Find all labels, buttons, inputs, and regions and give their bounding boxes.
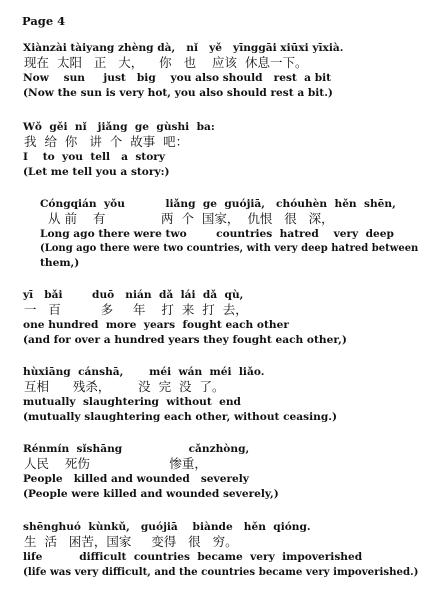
gloss-line: one hundred more years fought each other — [23, 319, 289, 331]
gloss-line: Long ago there were two countries hatred very deep — [40, 228, 394, 240]
hanzi-line: 互相 残杀， 没 完 没 了。 — [24, 379, 225, 394]
hanzi-line: 现在 太阳 正 大， 你 也 应该 休息一下。 — [24, 55, 308, 70]
gloss-line: life difficult countries became very impoverished — [23, 551, 363, 563]
page-number: Page 4 — [22, 14, 66, 28]
translation-line: (and for over a hundred years they fought each other,) — [23, 334, 347, 346]
translation-line: (Now the sun is very hot, you also should rest a bit.) — [23, 87, 333, 99]
translation-line-continued: them,) — [40, 257, 80, 269]
translation-line: (life was very difficult, and the countries became very impoverished.) — [23, 566, 419, 578]
hanzi-line: 一 百 多 年 打 来 打 去， — [24, 302, 248, 317]
pinyin-line: Cóngqián yǒu liǎng ge guójiā, chóuhèn hěn shēn, — [40, 198, 396, 210]
translation-line: (People were killed and wounded severely,) — [23, 488, 279, 500]
hanzi-line: 我 给 你 讲 个 故事 吧： — [24, 134, 189, 149]
pinyin-line: Xiànzài tàiyang zhèng dà, nǐ yě yīnggāi xiūxi yīxià. — [23, 42, 344, 54]
hanzi-line: 生 活 困苦，国家 变得 很 穷。 — [24, 534, 238, 549]
pinyin-line: yī bǎi duō nián dǎ lái dǎ qù, — [23, 289, 244, 301]
translation-line: (Let me tell you a story:) — [23, 166, 170, 178]
gloss-line: People killed and wounded severely — [23, 473, 249, 485]
translation-line: (mutually slaughtering each other, without ceasing.) — [23, 411, 337, 423]
gloss-line: mutually slaughtering without end — [23, 396, 241, 408]
pinyin-line: Rénmín sǐshāng cǎnzhòng, — [23, 443, 250, 455]
pinyin-line: shēnghuó kùnkǔ, guójiā biànde hěn qióng. — [23, 521, 311, 533]
hanzi-line: 从 前 有 两 个 国家， 仇恨 很 深， — [48, 211, 334, 226]
pinyin-line: hùxiāng cánshā, méi wán méi liǎo. — [23, 366, 265, 378]
hanzi-line: 人民 死伤 惨重， — [24, 456, 207, 471]
translation-line: (Long ago there were two countries, with very deep hatred between — [40, 243, 419, 254]
pinyin-line: Wǒ gěi nǐ jiǎng ge gùshi ba: — [23, 121, 215, 133]
gloss-line: I to you tell a story — [23, 151, 165, 163]
gloss-line: Now sun just big you also should rest a bit — [23, 72, 332, 84]
